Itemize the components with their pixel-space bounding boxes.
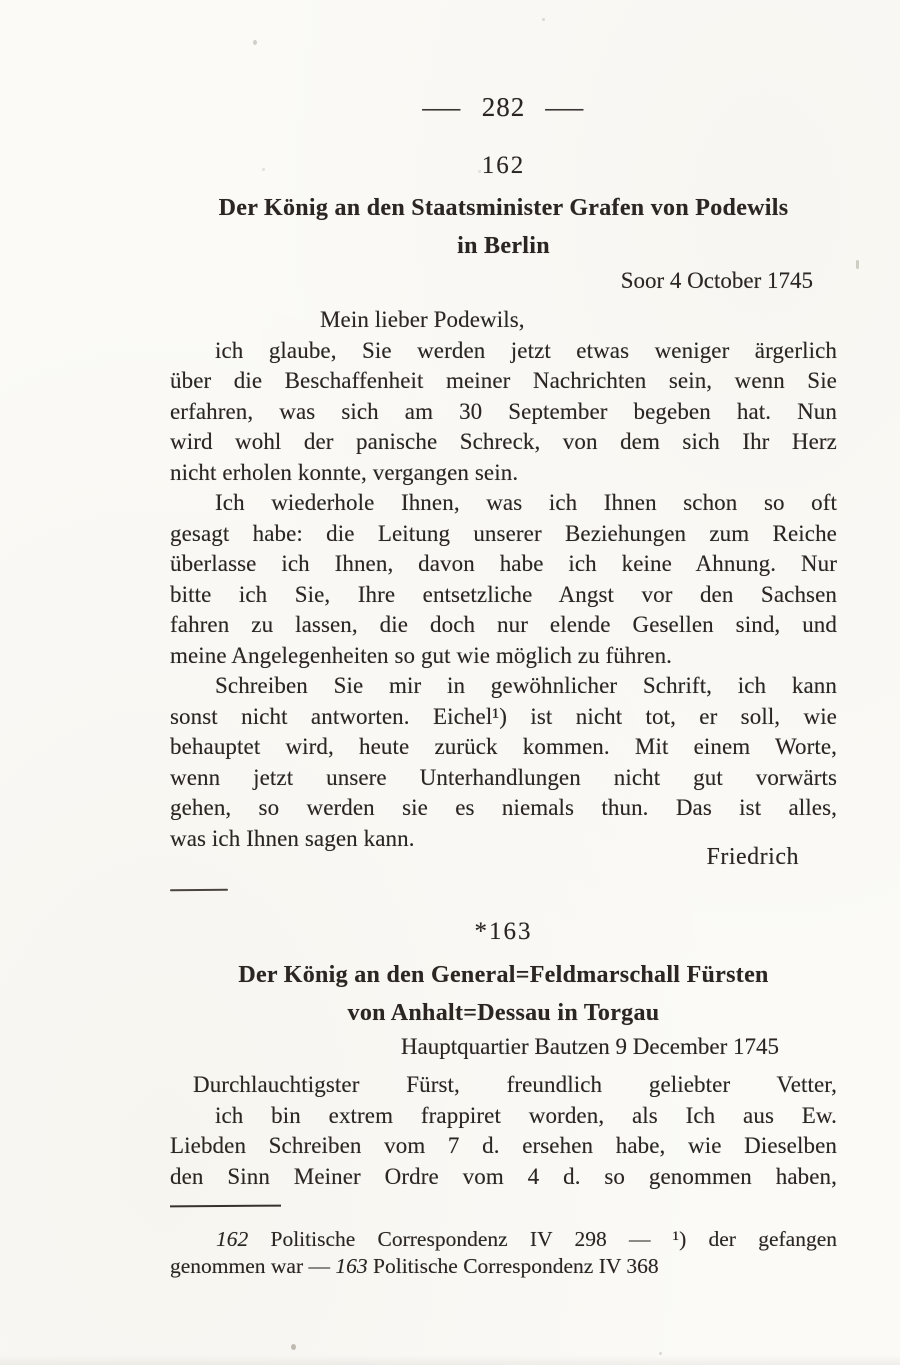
text-line: wenn jetzt unsere Unterhandlungen nicht gut vorwärts: [170, 764, 837, 790]
letter-162-paragraph-2: [170, 488, 837, 671]
footnote: [170, 1226, 837, 1280]
text-line: Schreiben Sie mir in gewöhnlicher Schrift, ich kann: [215, 673, 837, 698]
scan-speck: [856, 260, 859, 269]
text-line: gesagt habe: die Leitung unserer Beziehungen zum Reiche: [170, 520, 837, 546]
page-number: 282: [481, 92, 526, 122]
text-line: erfahren, was sich am 30 September begeben hat. Nun: [170, 398, 837, 424]
footnote-segment: Politische Correspondenz IV 298 — ¹) der gefangen: [248, 1227, 837, 1251]
letter-163-title: [170, 956, 837, 1032]
running-head: [170, 92, 837, 123]
letter-162-paragraph-3: [170, 671, 837, 854]
text-line: Ich wiederhole Ihnen, was ich Ihnen schon so oft: [215, 490, 837, 515]
letter-162-paragraph-1: [170, 336, 837, 489]
scan-speck: [542, 18, 545, 21]
scan-speck: [262, 168, 265, 171]
text-line: sonst nicht antworten. Eichel¹) ist nicht tot, er soll, wie: [170, 703, 837, 729]
text-line: ich glaube, Sie werden jetzt etwas weniger ärgerlich: [215, 337, 837, 363]
text-line: überlasse ich Ihnen, davon habe ich keine Ahnung. Nur: [170, 551, 837, 576]
letter-separator-rule: [170, 889, 228, 892]
letter-162-title-line1: Der König an den Staatsminister Grafen von Podewils: [218, 195, 789, 221]
text-line: behauptet wird, heute zurück kommen. Mit einem Worte,: [170, 734, 837, 759]
head-dash-right: —: [545, 92, 585, 122]
letter-162-body: [170, 305, 837, 854]
text-line: Liebden Schreiben vom 7 d. ersehen habe, wie Dieselben: [170, 1133, 837, 1158]
letter-163-dateline: Hauptquartier Bautzen 9 December 1745: [400, 1034, 779, 1059]
letter-162-salutation: Mein lieber Podewils,: [320, 307, 525, 332]
letter-163-body: [170, 1070, 837, 1192]
letter-163-paragraph-1: [170, 1101, 837, 1193]
scan-speck: [659, 1352, 662, 1355]
text-block: [170, 0, 837, 1365]
letter-162-title: [170, 189, 837, 265]
letter-162-title-line2: in Berlin: [457, 233, 550, 259]
footnote-rule: [170, 1205, 281, 1208]
letter-163-title-line2: von Anhalt=Dessau in Torgau: [347, 1000, 660, 1026]
letter-163-salutation: Durchlauchtigster Fürst, freundlich geliebter Vetter,: [193, 1072, 837, 1097]
footnote-segment: Politische Correspondenz IV 368: [367, 1254, 659, 1278]
scan-speck: [253, 40, 257, 45]
text-line: fahren zu lassen, die doch nur elende Gesellen sind, und: [170, 612, 837, 637]
letter-163-number: *163: [474, 918, 533, 945]
footnote-segment: genommen war —: [170, 1254, 336, 1278]
text-line: bitte ich Sie, Ihre entsetzliche Angst vor den Sachsen: [170, 581, 837, 607]
text-line: den Sinn Meiner Ordre vom 4 d. so genommen haben,: [170, 1163, 837, 1189]
text-line: über die Beschaffenheit meiner Nachrichten sein, wenn Sie: [170, 368, 837, 393]
footnote-line-1: [170, 1226, 837, 1253]
text-line: was ich Ihnen sagen kann.: [170, 825, 415, 851]
footnote-line-2: [170, 1253, 837, 1280]
text-line: gehen, so werden sie es niemals thun. Das ist alles,: [170, 795, 837, 820]
letter-162-dateline: Soor 4 October 1745: [620, 268, 813, 293]
footnote-segment: 163: [335, 1254, 368, 1278]
letter-162-signature: Friedrich: [706, 844, 799, 870]
text-line: nicht erholen konnte, vergangen sein.: [170, 459, 519, 485]
letter-163-title-line1: Der König an den General=Feldmarschall Fürsten: [238, 962, 769, 988]
head-dash-left: —: [422, 92, 462, 122]
letter-162-number: 162: [481, 152, 526, 179]
scan-speck: [291, 1344, 296, 1350]
footnote-segment: 162: [216, 1227, 249, 1251]
text-line: meine Angelegenheiten so gut wie möglich zu führen.: [170, 642, 673, 668]
text-line: wird wohl der panische Schreck, von dem sich Ihr Herz: [170, 429, 837, 454]
text-line: ich bin extrem frappiret worden, als Ich aus Ew.: [215, 1102, 837, 1128]
scan-speck: [478, 170, 481, 173]
